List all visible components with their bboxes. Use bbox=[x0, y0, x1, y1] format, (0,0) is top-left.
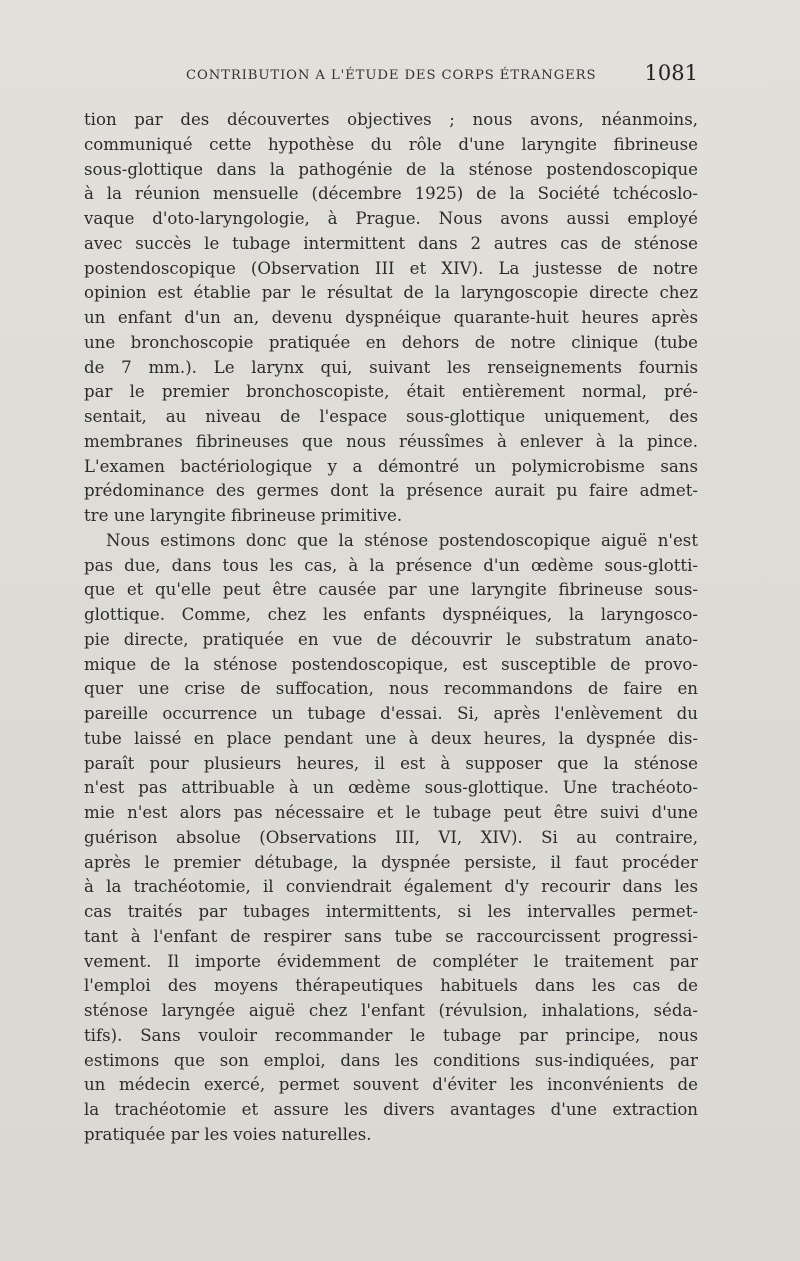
text-line: quer une crise de suffocation, nous recommandons de faire en bbox=[84, 679, 698, 699]
text-line: la trachéotomie et assure les divers avantages d'une extraction bbox=[84, 1100, 698, 1119]
text-line: pareille occurrence un tubage d'essai. Si, après l'enlèvement du bbox=[84, 704, 698, 723]
text-line: cas traités par tubages intermittents, si les intervalles permet- bbox=[84, 902, 698, 921]
text-line: par le premier bronchoscopiste, était entièrement normal, pré- bbox=[84, 382, 698, 402]
text-line: vement. Il importe évidemment de compléter le traitement par bbox=[84, 951, 698, 971]
page-number: 1081 bbox=[644, 61, 698, 85]
text-line: tube laissé en place pendant une à deux heures, la dyspnée dis- bbox=[84, 728, 698, 748]
body-text bbox=[84, 108, 698, 1148]
text-line: une bronchoscopie pratiquée en dehors de notre clinique (tube bbox=[84, 332, 698, 352]
text-line: un médecin exercé, permet souvent d'éviter les inconvénients de bbox=[84, 1075, 698, 1095]
text-line: sentait, au niveau de l'espace sous-glottique uniquement, des bbox=[84, 407, 698, 426]
running-title: CONTRIBUTION A L'ÉTUDE DES CORPS ÉTRANGERS bbox=[186, 68, 597, 83]
text-line: postendoscopique (Observation III et XIV). La justesse de notre bbox=[84, 258, 698, 278]
text-line: sténose laryngée aiguë chez l'enfant (révulsion, inhalations, séda- bbox=[84, 1001, 698, 1020]
text-line: un enfant d'un an, devenu dyspnéique quarante-huit heures après bbox=[84, 308, 698, 327]
text-line: que et qu'elle peut être causée par une laryngite fibrineuse sous- bbox=[84, 580, 698, 600]
text-line: mique de la sténose postendoscopique, est susceptible de provo- bbox=[84, 654, 698, 674]
text-line: tifs). Sans vouloir recommander le tubage par principe, nous bbox=[84, 1025, 698, 1045]
text-line: l'emploi des moyens thérapeutiques habituels dans les cas de bbox=[84, 976, 698, 996]
text-line: prédominance des germes dont la présence aurait pu faire admet- bbox=[84, 481, 698, 501]
text-line: L'examen bactériologique y a démontré un polymicrobisme sans bbox=[84, 456, 698, 476]
text-line: de 7 mm.). Le larynx qui, suivant les renseignements fournis bbox=[84, 357, 698, 377]
text-line: vaque d'oto-laryngologie, à Prague. Nous avons aussi employé bbox=[84, 209, 698, 228]
text-line: opinion est établie par le résultat de la laryngoscopie directe chez bbox=[84, 283, 698, 303]
text-line: glottique. Comme, chez les enfants dyspnéiques, la laryngosco- bbox=[84, 605, 698, 624]
text-line: après le premier détubage, la dyspnée persiste, il faut procéder bbox=[84, 852, 698, 872]
text-line: membranes fibrineuses que nous réussîmes à enlever à la pince. bbox=[84, 431, 698, 451]
text-line: pas due, dans tous les cas, à la présence d'un œdème sous-glotti- bbox=[84, 555, 698, 575]
text-line: guérison absolue (Observations III, VI, XIV). Si au contraire, bbox=[84, 827, 698, 847]
text-line-paragraph-end: tre une laryngite fibrineuse primitive. bbox=[84, 506, 403, 525]
text-line-paragraph-end: pratiquée par les voies naturelles. bbox=[84, 1124, 372, 1144]
running-header bbox=[84, 60, 698, 90]
text-line: sous-glottique dans la pathogénie de la sténose postendoscopique bbox=[84, 159, 698, 179]
text-line-paragraph-start: Nous estimons donc que la sténose postendoscopique aiguë n'est bbox=[106, 530, 698, 550]
text-line: pie directe, pratiquée en vue de découvrir le substratum anato- bbox=[84, 629, 698, 649]
text-line: paraît pour plusieurs heures, il est à supposer que la sténose bbox=[84, 753, 698, 773]
text-line: communiqué cette hypothèse du rôle d'une laryngite fibrineuse bbox=[84, 134, 698, 154]
text-line: tion par des découvertes objectives ; nous avons, néanmoins, bbox=[84, 110, 698, 129]
text-line: estimons que son emploi, dans les conditions sus-indiquées, par bbox=[84, 1050, 698, 1070]
text-line: avec succès le tubage intermittent dans 2 autres cas de sténose bbox=[84, 233, 698, 253]
text-line: mie n'est alors pas nécessaire et le tubage peut être suivi d'une bbox=[84, 803, 698, 822]
text-line: n'est pas attribuable à un œdème sous-glottique. Une trachéoto- bbox=[84, 778, 698, 798]
text-line: tant à l'enfant de respirer sans tube se raccourcissent progressi- bbox=[84, 926, 698, 946]
text-line: à la trachéotomie, il conviendrait également d'y recourir dans les bbox=[84, 877, 698, 897]
text-line: à la réunion mensuelle (décembre 1925) de la Société tchécoslo- bbox=[84, 184, 698, 204]
